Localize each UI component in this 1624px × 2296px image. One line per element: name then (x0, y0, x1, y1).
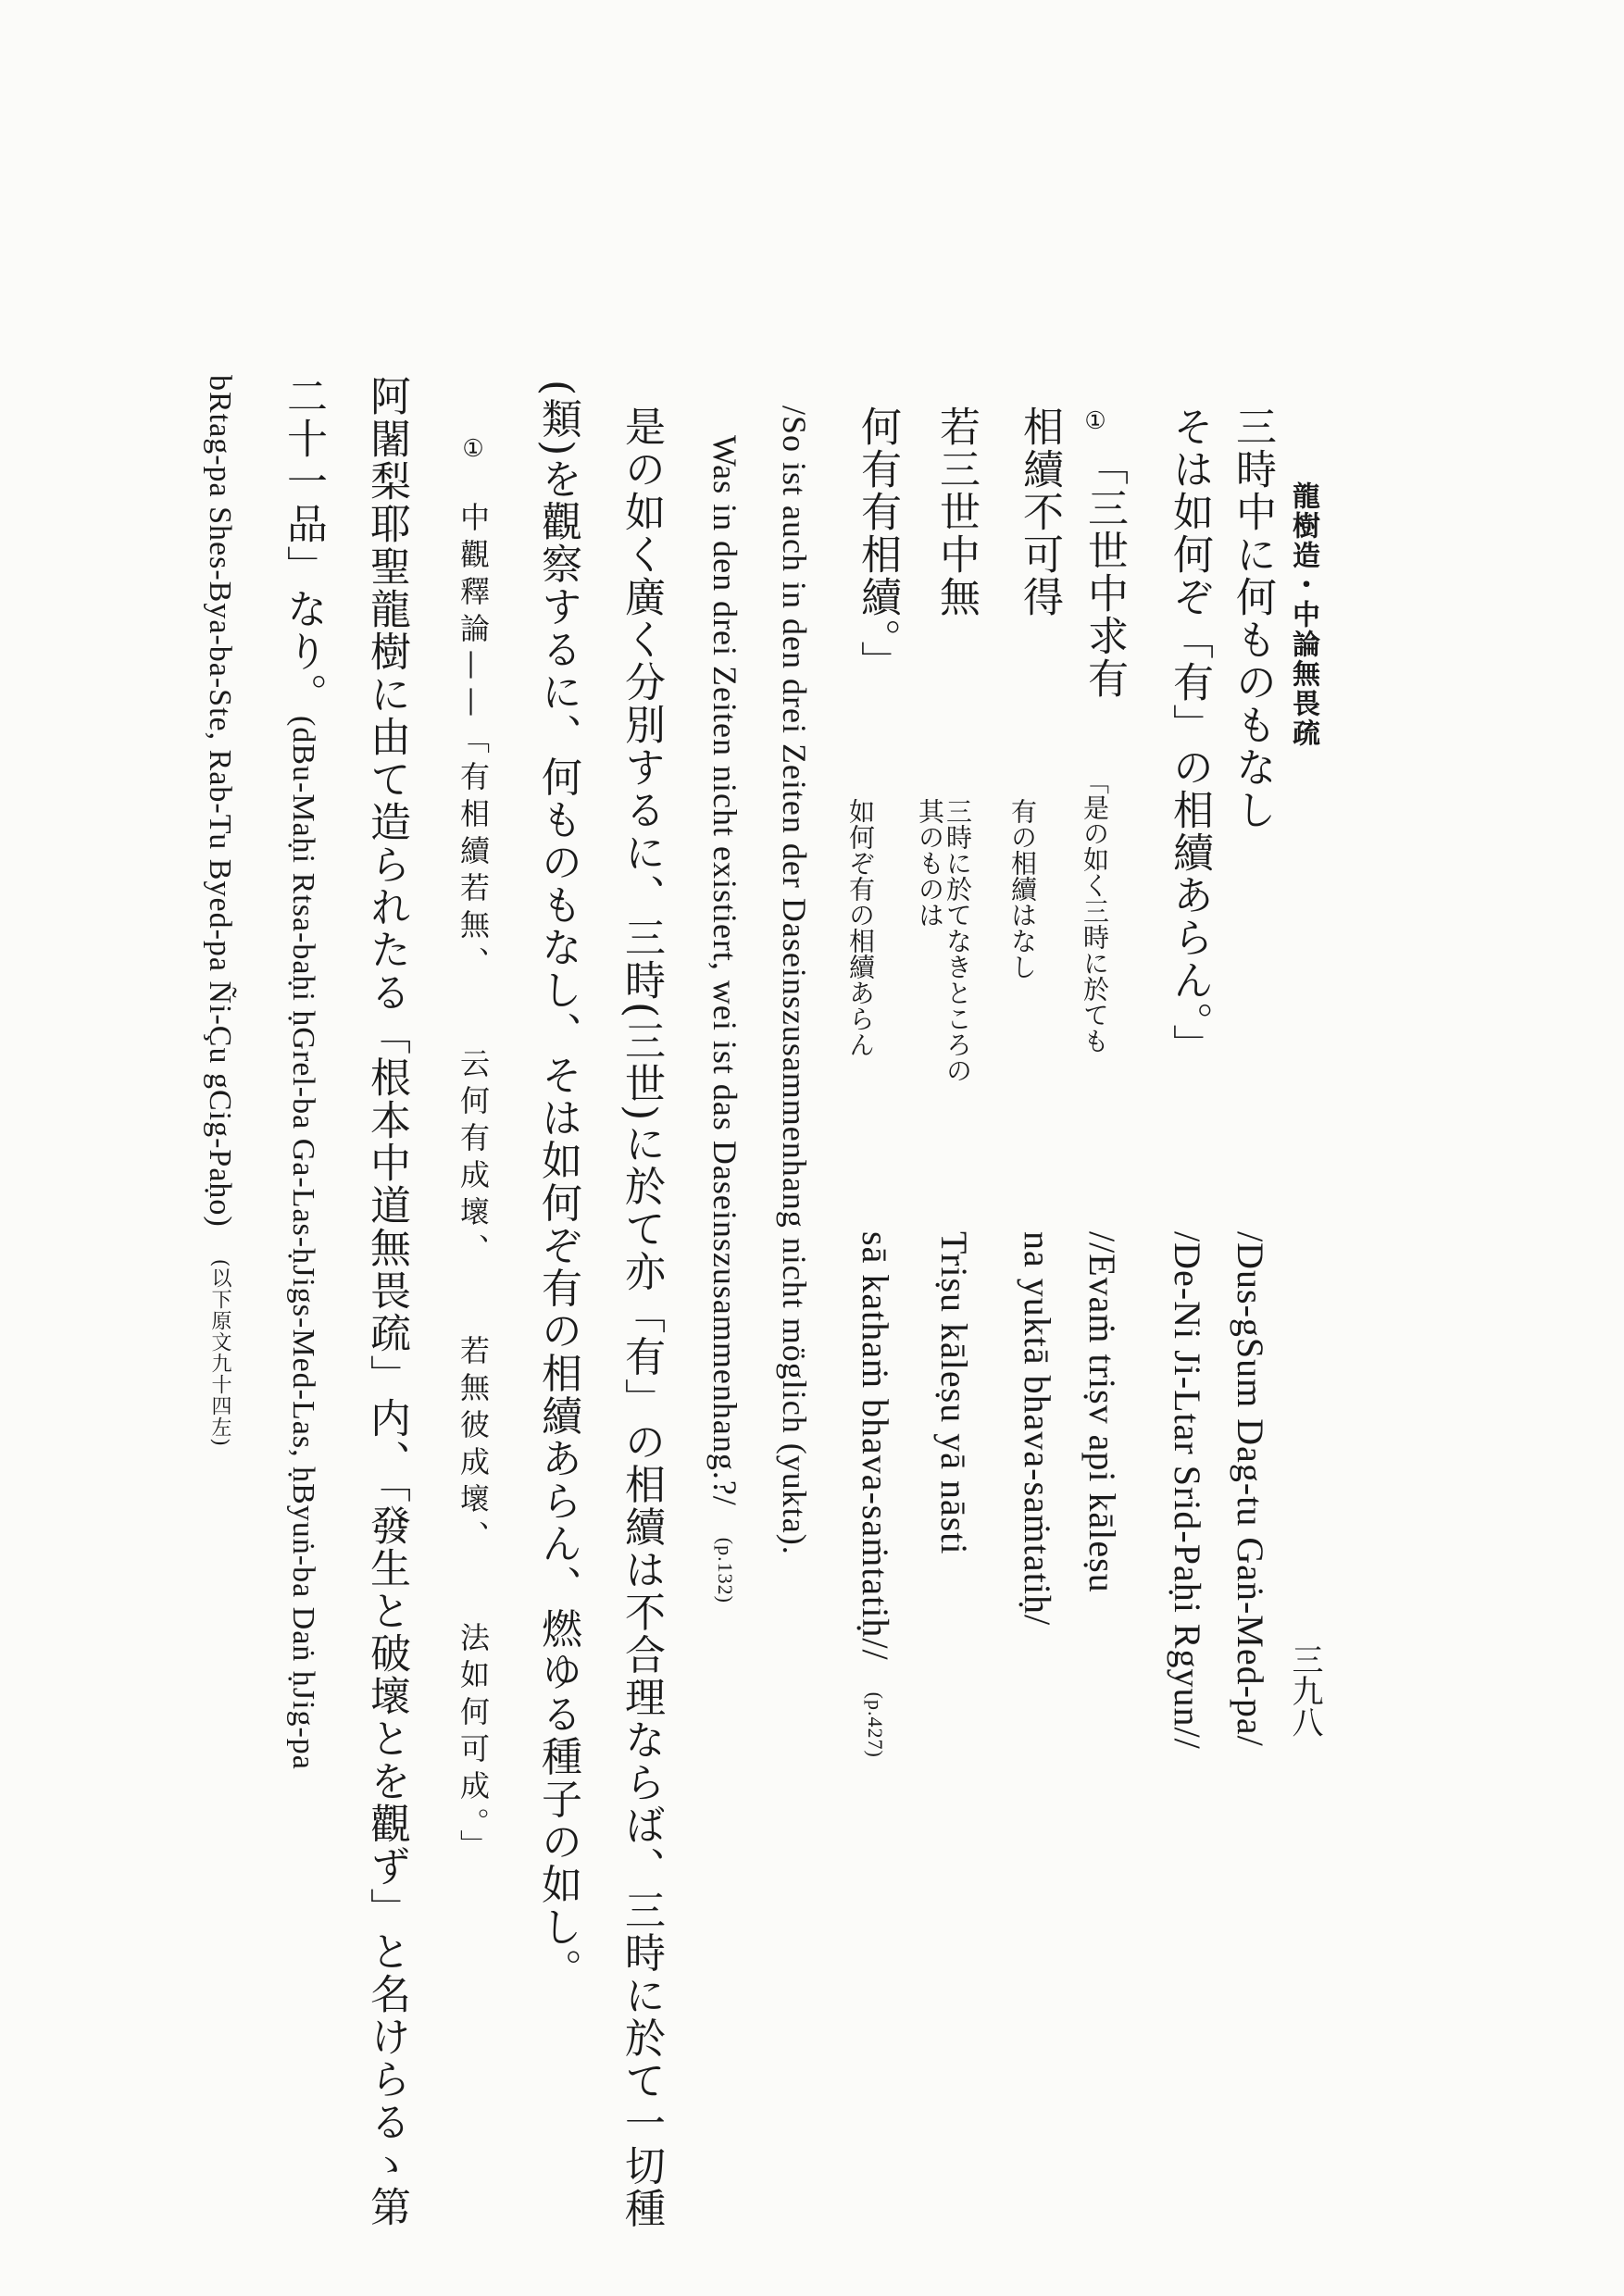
gloss-3a: 三時に於てなきところの (943, 798, 973, 1083)
tibetan-line-2: /De-Ni Ji-Ltar Srid-Paḥi Rgyun// (1167, 1231, 1208, 1750)
sanskrit-line-1: //Evaṁ triṣv api kāleṣu (1081, 1231, 1123, 1593)
verse-line-6: 何有有相續。」 (854, 406, 901, 683)
commentary-line-1: 是の如く廣く分別するに、三時(三世)に於て亦「有」の相續は不合理ならば、三時に於て一切種 (618, 406, 665, 2230)
colophon-line-2 (280, 375, 327, 1770)
footnote-source: 中觀釋論 (456, 502, 491, 650)
verse-line-5: 若三世中無 (932, 406, 980, 618)
verse-line-4: 相續不可得 (1016, 406, 1063, 618)
footnote-marker-2: ① (459, 435, 487, 470)
german-line-2 (708, 435, 742, 1603)
colophon-line-3 (204, 375, 235, 1447)
sanskrit-line-3: Triṣu kāleṣu yā nāsti (933, 1231, 975, 1555)
verse-line-3: 「三世中求有 (1081, 444, 1128, 700)
sanskrit-page-ref: (p.427) (864, 1691, 887, 1758)
sanskrit-line-4-text: sā kathaṁ bhava-saṁtatiḥ// (855, 1231, 896, 1661)
colophon-original-ref: (以下原文九十四左) (208, 1258, 231, 1447)
page-number: 三九八 (1286, 1643, 1323, 1738)
footnote-text-b: 云何有成壞、 (456, 1048, 491, 1270)
sanskrit-line-4 (855, 1231, 896, 1758)
german-page-ref: (p.132) (714, 1537, 737, 1603)
tibetan-line-1: /Dus-gSum Dag-tu Gaṅ-Med-pa/ (1230, 1231, 1271, 1747)
colophon-line-2-jp: 二十一品」なり。 (280, 375, 327, 716)
commentary-line-2: (類)を觀察するに、何ものもなし、そは如何ぞ有の相續あらん、燃ゆる種子の如し。 (534, 380, 581, 1991)
gloss-2: 有の相續はなし (1007, 798, 1038, 980)
footnote-line (456, 435, 491, 1866)
footnote-marker-1: ① (1081, 407, 1109, 435)
footnote-text-a: ——「有相續若無、 (456, 650, 491, 983)
colophon-line-1: 阿闍梨耶聖龍樹に由て造られたる「根本中道無畏疏」内、「發生と破壞とを觀ず」と名けらるゝ第 (363, 375, 410, 2228)
sanskrit-line-2: na yuktā bhava-saṁtatiḥ/ (1017, 1231, 1058, 1627)
german-line-2-text: Was in den drei Zeiten nicht existiert, wei ist das Daseinszusammenhang.?/ (706, 435, 743, 1506)
german-line-1: /So ist auch in den drei Zeiten der Daseinszusammenhang nicht möglich (yukta). (776, 406, 813, 1555)
colophon-line-3-tibetan: bRtag-pa Shes-Bya-ba-Ste, Rab-Tu Byed-pa Ñi-Çu gCig-Paḥo) (203, 375, 237, 1228)
verse-line-1: 三時中に何ものもなし (1229, 406, 1276, 831)
footnote-text-d: 法如何可成。」 (456, 1622, 491, 1866)
verse-line-2: そは如何ぞ「有」の相續あらん。」 (1166, 406, 1213, 1067)
gloss-4: 如何ぞ有の相續あらん (845, 798, 876, 1057)
colophon-line-2-tibetan: (dBu-Maḥi Rtsa-baḥi ḥGrel-ba Ga-Las-ḥJigs-Med-Las, ḥByuṅ-ba Daṅ ḥJig-pa (286, 716, 320, 1770)
gloss-1: 「是の如く三時に於ても (1080, 768, 1110, 1054)
running-header-title: 龍樹造・中論無畏疏 (1287, 481, 1319, 748)
footnote-text-c: 若無彼成壞、 (456, 1335, 491, 1557)
gloss-3b: 其のものは (915, 798, 945, 928)
